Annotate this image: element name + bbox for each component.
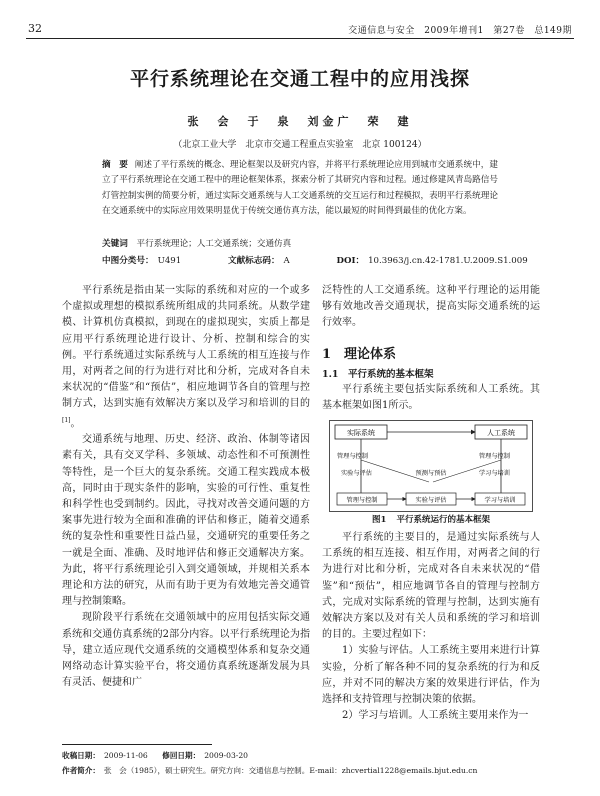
classification-line [102,254,572,266]
paragraph: 平行系统的主要目的，是通过实际系统与人工系统的相互连接、相互作用，对两者之间的行为进行对比和分析，完成对各自未来状况的“借鉴”和“预估”，相应地调节各自的管理与控制方式，完成对实际系统的管理与控制，达到实施有效解决方案以及对有关人员和系统的学习和培训的目的。主要过程如下： [322,532,540,641]
footnote-author [62,765,477,776]
doc-code-label: 文献标志码： [227,256,280,266]
running-header: 交通信息与安全 2009年增刊1 第27卷 总149期 [348,26,572,36]
figure-number: 图1 [372,515,387,525]
author-info-text: 张 会（1985），硕士研究生。研究方向：交通信息与控制。E-mail：zhcvertial1228@emails.bjut.edu.cn [103,766,478,775]
clc-label: 中图分类号： [102,256,154,266]
keywords-label: 关键词 [102,239,128,249]
abstract-label: 摘 要 [102,160,128,170]
keywords [102,237,291,249]
learn-train-label: 学习与培训 [479,470,510,477]
citation: [1] [62,416,71,424]
authors: 张 会 于 泉 刘金广 荣 建 [187,115,413,128]
footnote-dates [62,750,248,761]
bottom-right-label: 学习与培训 [484,497,516,504]
real-system-label: 实际系统 [347,429,375,437]
section-paragraph: 平行系统主要包括实际系统和人工系统。其基本框架如图1所示。 [322,384,540,412]
subsection-heading: 1.1 平行系统的基本框架 [322,369,434,380]
doi-label: DOI： [336,256,365,266]
abstract-text: 阐述了平行系统的概念、理论框架以及研究内容，并将平行系统理论应用到城市交通系统中，建立了平行系统理论在交通工程中的理论框架体系，探索分析了其研究内容和过程。通过修建风青岛路信号灯管控制实例的简要分析，通过实际交通系统与人工交通系统的交互运行和过程模拟，表明平行系统理论在交通系统中的实际应用效果明显优于传统交通仿真方法，能以最短的时间得到最佳的优化方案。 [102,160,498,216]
received-date: 2009-11-06 [103,751,148,760]
paragraph: 泛特性的人工交通系统。这种平行理论的运用能够有效地改善交通现状，提高实际交通系统的运行效率。 [322,285,540,329]
header-rule [26,38,574,39]
revised-date: 2009-03-20 [204,751,249,760]
clc-code: U491 [157,256,182,266]
section-heading: 1 理论体系 [322,347,397,362]
manage-control-right-label: 管理与控制 [479,453,510,460]
left-column [62,283,310,691]
abstract [102,158,498,219]
figure-1-diagram [329,420,533,512]
author-info-label: 作者简介： [62,766,100,775]
predict-label: 预测与预估 [415,470,447,477]
paragraph: 交通系统与地理、历史、经济、政治、体制等诸因素有关，具有交叉学科、多领域、动态性和不可预测性等特性，是一个巨大的复杂系统。交通工程实践成本极高，同时由于现实条件的影响，实验的可行性、重复性和科学性也受到制约。因此，寻找对改善交通问题的方案事先进行较为全面和准确的评估和修正，随着交通系统的复杂性和重要性日益凸显，交通研究的重要任务之一就是全面、准确、及时地评估和修正交通解决方案。为此，将平行系统理论引入到交通领域，并规相关系本理论和方法的研究，从而有助于更为有效地完善交通管理与控制策略。 [62,434,310,608]
manage-control-left-label: 管理与控制 [337,453,368,460]
doi: 10.3963/j.cn.42-1781.U.2009.S1.009 [368,256,528,266]
bottom-middle-label: 实验与评估 [415,497,447,504]
figure-caption-text: 平行系统运行的基本框架 [396,515,490,525]
keywords-text: 平行系统理论；人工交通系统；交通仿真 [136,239,292,249]
paragraph: 2）学习与培训。人工系统主要用来作为一 [342,710,529,722]
doc-code: A [283,256,290,266]
bottom-left-label: 管理与控制 [346,497,378,504]
paragraph: 平行系统是指由某一实际的系统和对应的一个或多个虚拟或理想的模拟系统所组成的共同系统。从数学建模、计算机仿真模拟，到现在的虚拟现实，实质上都是应用平行系统理论进行设计、分析、控制和综合的实例。平行系统通过实际系统与人工系统的相互连接与作用，对两者之间的行为进行对比和分析，完成对各自未来状况的“借鉴”和“预估”，相应地调节各自的管理与控制方式，达到实施有效解决方案以及学习和培训的目的[1]。 [62,285,310,429]
page-number: 32 [28,22,42,35]
revised-label: 修回日期： [162,751,201,760]
right-column-top [322,283,540,332]
right-column-bottom [322,530,540,724]
footnote-rule [62,744,212,745]
paragraph-text: 平行系统是指由某一实际的系统和对应的一个或多个虚拟或理想的模拟系统所组成的共同系统。从数学建模、计算机仿真模拟，到现在的虚拟现实，实质上都是应用平行系统理论进行设计、分析、控制和综合的实例。平行系统通过实际系统与人工系统的相互连接与作用，对两者之间的行为进行对比和分析，完成对各自未来状况的“借鉴”和“预估”，相应地调节各自的管理与控制方式，达到实施有效解决方案以及学习和培训的目的 [62,285,310,410]
artificial-system-label: 人工系统 [487,429,515,437]
figure-caption [322,513,540,525]
paragraph: 现阶段平行系统在交通领域中的应用包括实际交通系统和交通仿真系统的2部分内容。以平行系统理论为指导，建立适应现代交通系统的交通模型体系和复杂交通网络动态计算实验平台，将交通仿真系统逐渐发展为具有灵活、便捷和广 [62,612,310,689]
affiliation: （北京工业大学 北京市交通工程重点实验室 北京 100124） [173,140,427,150]
experiment-eval-label: 实验与评估 [341,470,372,477]
paragraph: 1）实验与评估。人工系统主要用来进行计算实验，分析了解各种不同的复杂系统的行为和反应，并对不同的解决方案的效果进行评估，作为选择和支持管理与控制决策的依据。 [322,645,540,706]
paper-title: 平行系统理论在交通工程中的应用浅探 [129,68,470,90]
received-label: 收稿日期： [62,751,100,760]
